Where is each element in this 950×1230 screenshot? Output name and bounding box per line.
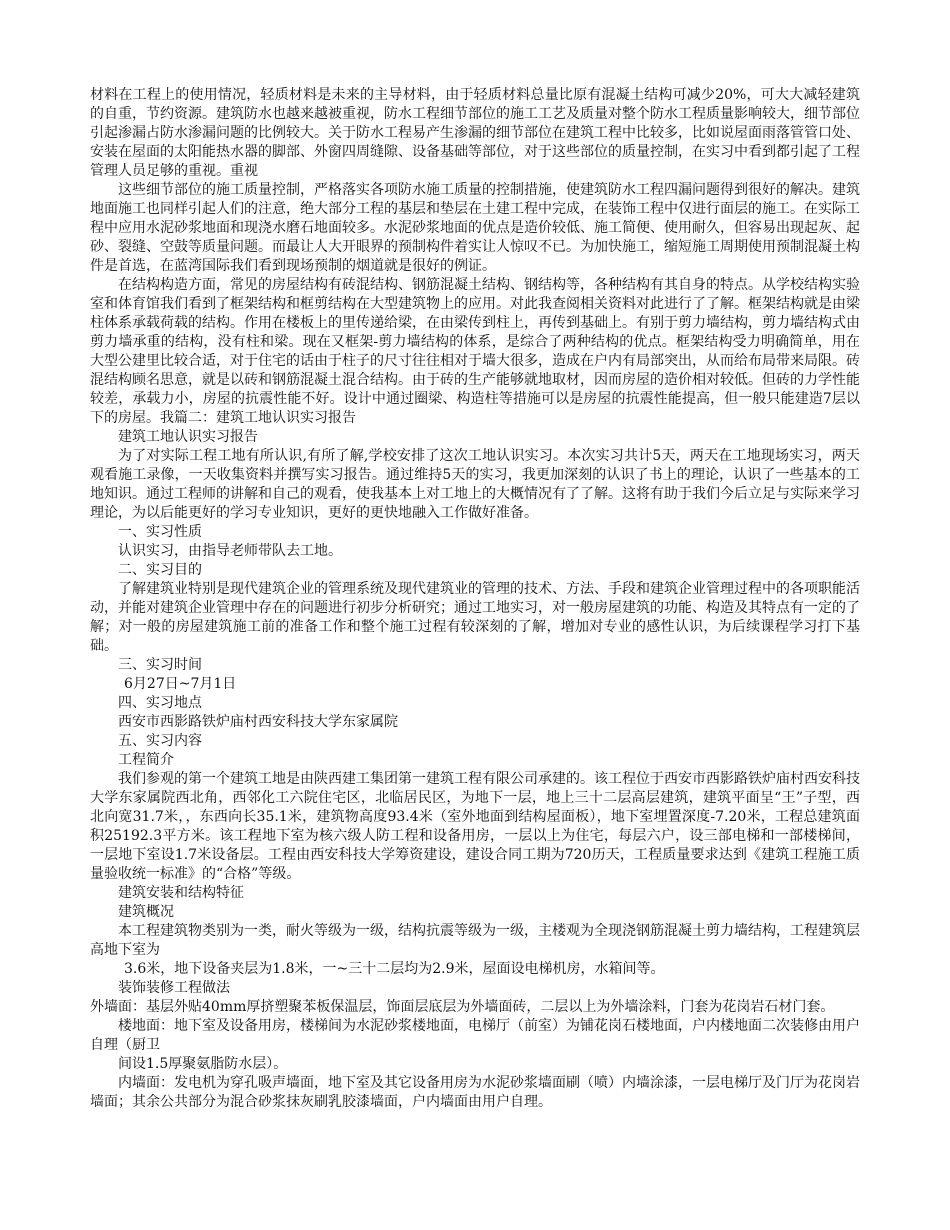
paragraph-purpose: 了解建筑业特别是现代建筑企业的管理系统及现代建筑业的管理的技术、方法、手段和建筑企业管理过程中的各项职能活动，并能对建筑企业管理中存在的问题进行初步分析研究；通过工地实习，对一般房屋建筑的功能、构造及其特点有一定的了解；对一般的房屋建筑施工前的准备工作和整个施工过程有较深刻的了解，增加对专业的感性认识，为后续课程学习打下基础。 xyxy=(90,581,860,654)
paragraph-building-overview: 本工程建筑物类别为一类，耐火等级为一级，结构抗震等级为一级，主楼观为全现浇钢筋混凝土剪力墙结构，工程建筑层高地下室为 xyxy=(90,923,860,958)
paragraph-floor: 楼地面：地下室及设备用房，楼梯间为水泥砂浆楼地面，电梯厅（前室）为铺花岗石楼地面，户内楼地面二次装修由用户自理（厨卫 xyxy=(90,1018,860,1053)
paragraph-floor-heights: 3.6米，地下设备夹层为1.8米，一~三十二层均为2.9米，屋面设电梯机房，水箱间等。 xyxy=(124,961,665,977)
paragraph-time: 6月27日~7月1日 xyxy=(124,676,237,692)
section-heading-location: 四、实习地点 xyxy=(118,695,202,711)
report-title: 建筑工地认识实习报告 xyxy=(118,429,258,445)
subheading-project-overview: 工程简介 xyxy=(118,752,174,768)
paragraph-floor-continued: 间设1.5厚聚氨脂防水层）。 xyxy=(118,1056,288,1072)
section-heading-purpose: 二、实习目的 xyxy=(118,562,202,578)
subheading-building-overview: 建筑概况 xyxy=(118,904,174,920)
paragraph-nature: 认识实习，由指导老师带队去工地。 xyxy=(118,543,342,559)
subheading-decoration: 装饰装修工程做法 xyxy=(118,980,230,996)
paragraph-materials: 材料在工程上的使用情况，轻质材料是未来的主导材料，由于轻质材料总量比原有混凝土结构可减少20%，可大大减轻建筑的自重，节约资源。建筑防水也越来越被重视，防水工程细节部位的施工工艺及质量对整个防水工程质量影响较大，细节部位引起渗漏占防水渗漏问题的比例较大。关于防水工程易产生渗漏的细节部位在建筑工程中比较多，比如说屋面雨落管管口处、安装在屋面的太阳能热水器的脚部、外窗四周缝隙、设备基础等部位，对于这些部位的质量控制，在实习中看到都引起了工程管理人员足够的重视。重视 xyxy=(90,87,860,179)
section-heading-nature: 一、实习性质 xyxy=(118,524,202,540)
paragraph-interior-wall: 内墙面：发电机为穿孔吸声墙面，地下室及其它设备用房为水泥砂浆墙面刷（喷）内墙涂漆，一层电梯厅及门厅为花岗岩墙面；其余公共部分为混合砂浆抹灰刷乳胶漆墙面，户内墙面由用户自理。 xyxy=(90,1075,860,1110)
section-heading-content: 五、实习内容 xyxy=(118,733,202,749)
paragraph-exterior-wall: 外墙面：基层外贴40mm厚挤塑聚苯板保温层，饰面层底层为外墙面砖，二层以上为外墙涂料，门套为花岗岩石材门套。 xyxy=(90,999,835,1015)
paragraph-project-overview: 我们参观的第一个建筑工地是由陕西建工集团第一建筑工程有限公司承建的。该工程位于西安市西影路铁炉庙村西安科技大学东家属院西北角，西邻化工六院住宅区，北临居民区，为地下一层，地上三十二层高层建筑，建筑平面呈“王”子型，西北向宽31.7米，，东西向长35.1米，建筑物高度93.4米（室外地面到结构屋面板），地下室埋置深度-7.20米，工程总建筑面积25192.3平方米。该工程地下室为核六级人防工程和设备用房，一层以上为住宅，每层六户，设三部电梯和一部楼梯间，一层地下室设1.7米设备层。工程由西安科技大学筹资建设，建设合同工期为720历天，工程质量要求达到《建筑工程施工质量验收统一标准》的“合格”等级。 xyxy=(90,771,860,882)
paragraph-detail-control: 这些细节部位的施工质量控制，严格落实各项防水施工质量的控制措施，使建筑防水工程四漏问题得到很好的解决。建筑地面施工也同样引起人们的注意，绝大部分工程的基层和垫层在土建工程中完成，在装饰工程中仅进行面层的施工。在实际工程中应用水泥砂浆地面和现浇水磨石地面较多。水泥砂浆地面的优点是造价较低、施工简便、使用耐久，但容易出现起灰、起砂、裂缝、空鼓等质量问题。而最让人大开眼界的预制构件着实让人惊叹不已。为加快施工，缩短施工周期使用预制混凝土构件是首选，在蓝湾国际我们看到现场预制的烟道就是很好的例证。 xyxy=(90,182,860,274)
paragraph-location: 西安市西影路铁炉庙村西安科技大学东家属院 xyxy=(118,714,398,730)
subheading-installation-structure: 建筑安装和结构特征 xyxy=(118,885,244,901)
paragraph-structure: 在结构构造方面，常见的房屋结构有砖混结构、钢筋混凝土结构、钢结构等，各种结构有其自身的特点。从学校结构实验室和体育馆我们看到了框架结构和框剪结构在大型建筑物上的应用。对此我查阅相关资料对此进行了了解。框架结构就是由梁柱体系承载荷载的结构。作用在楼板上的里传递给梁，在由梁传到柱上，再传到基础上。有别于剪力墙结构，剪力墙结构式由剪力墙承重的结构，没有柱和梁。现在又框架-剪力墙结构的体系，是综合了两种结构的优点。框架结构受力明确简单，用在大型公建里比较合适，对于住宅的话由于柱子的尺寸往往相对于墙大很多，造成在户内有局部突出，从而给布局带来局限。砖混结构顾名思意，就是以砖和钢筋混凝土混合结构。由于砖的生产能够就地取材，因而房屋的造价相对较低。但砖的力学性能较差，承载力小，房屋的抗震性能不好。设计中通过圈梁、构造柱等措施可以是房屋的抗震性能提高，但一般只能建造7层以下的房屋。我篇二：建筑工地认识实习报告 xyxy=(90,277,860,426)
section-heading-time: 三、实习时间 xyxy=(118,657,202,673)
document-page xyxy=(90,86,860,1112)
paragraph-intro: 为了对实际工程工地有所认识,有所了解,学校安排了这次工地认识实习。本次实习共计5天，两天在工地现场实习，两天观看施工录像，一天收集资料并撰写实习报告。通过维持5天的实习，我更加深刻的认识了书上的理论，认识了一些基本的工地知识。通过工程师的讲解和自己的观看，使我基本上对工地上的大概情况有了了解。这将有助于我们今后立足与实际来学习理论，为以后能更好的学习专业知识，更好的更快地融入工作做好准备。 xyxy=(90,448,860,521)
